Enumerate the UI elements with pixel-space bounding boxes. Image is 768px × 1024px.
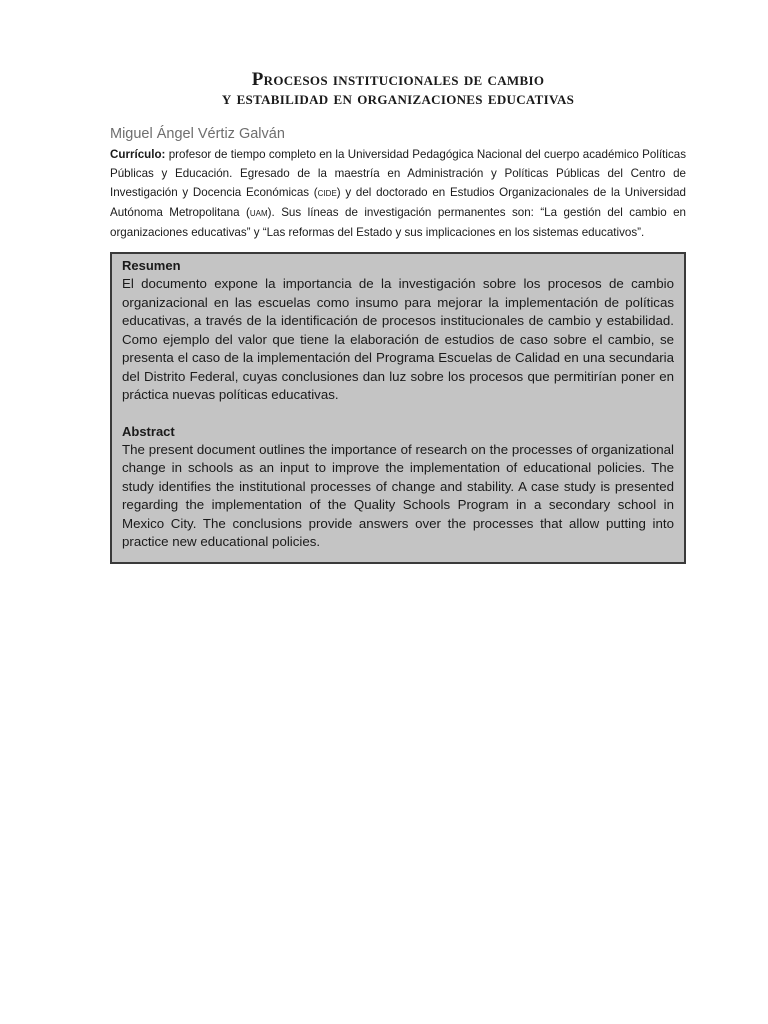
abstract-text: The present document outlines the importance of research on the processes of organizational change in schools as an input to improve the implementation of educational policies. The study identifies the institutional processes of change and stability. A case study is presented regarding the implementation of the Quality Schools Program in a secondary school in Mexico City. The conclusions provide answers over the processes that allow putting into practice new educational policies. (122, 441, 674, 549)
curriculum-abbr-cide: cide (317, 187, 337, 199)
abstract-heading: Abstract (122, 423, 175, 439)
author-curriculum (110, 145, 686, 242)
article-page (110, 70, 686, 564)
curriculum-label: Currículo: (110, 148, 166, 161)
curriculum-text-3: ). Sus líneas de investigación permanentes son: “La gestión del cambio en organizaciones educativas” y “Las reformas del Estado y sus implicaciones en los sistemas educativos”. (110, 206, 687, 239)
resumen-text: El documento expone la importancia de la investigación sobre los procesos de cambio organizacional en las escuelas como insumo para mejorar la implementación de políticas educativas, a través de la identificación de procesos institucionales de cambio y estabilidad. Como ejemplo del valor que tiene la elaboración de estudios de caso sobre el cambio, se presenta el caso de la implementación del Programa Escuelas de Calidad en una secundaria del Distrito Federal, cuyas conclusiones dan luz sobre los procesos que permitirían poner en práctica nuevas políticas educativas. (122, 276, 674, 402)
abstract-box (110, 252, 686, 564)
section-gap (122, 405, 674, 423)
curriculum-text-1: profesor de tiempo completo en la Universidad Pedagógica Nacional del cuerpo académico Políticas Públicas y Educación. Egresado de la maestría en Administración y Políticas Públicas del Centro de Investigación y Docencia Económicas ( (110, 148, 686, 199)
author-name: Miguel Ángel Vértiz Galván (110, 126, 285, 142)
title-line-1: Procesos institucionales de cambio (251, 69, 545, 90)
curriculum-text-2: ) y del doctorado en Estudios Organizacionales de la Universidad Autónoma Metropolitana ( (110, 186, 686, 219)
article-title (110, 70, 686, 108)
resumen-heading: Resumen (122, 258, 181, 273)
title-line-2: y estabilidad en organizaciones educativas (221, 88, 575, 109)
curriculum-abbr-uam: uam (249, 207, 268, 219)
